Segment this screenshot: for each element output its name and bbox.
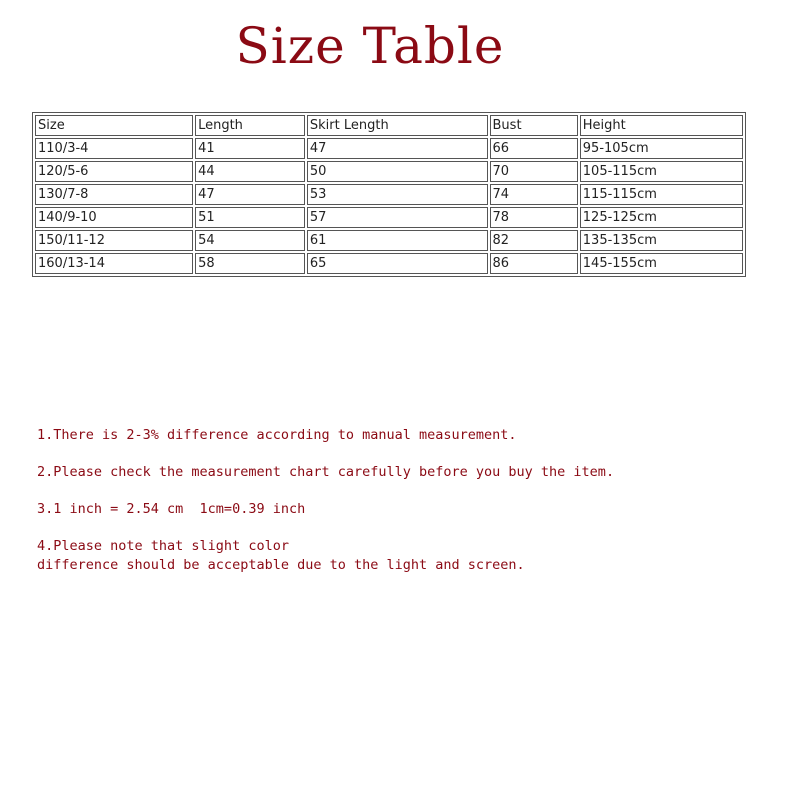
cell-height: 115-115cm <box>580 184 743 205</box>
cell-length: 54 <box>195 230 305 251</box>
table-row <box>35 138 743 159</box>
cell-height: 105-115cm <box>580 161 743 182</box>
table-row <box>35 161 743 182</box>
cell-length: 58 <box>195 253 305 274</box>
cell-bust: 82 <box>490 230 578 251</box>
header-height: Height <box>580 115 743 136</box>
table-row <box>35 184 743 205</box>
note-color-difference: 4.Please note that slight color difference should be acceptable due to the light and screen. <box>37 538 525 573</box>
cell-length: 44 <box>195 161 305 182</box>
cell-size: 110/3-4 <box>35 138 193 159</box>
header-bust: Bust <box>490 115 578 136</box>
cell-size: 160/13-14 <box>35 253 193 274</box>
header-size: Size <box>35 115 193 136</box>
notes-section <box>37 426 777 593</box>
cell-size: 140/9-10 <box>35 207 193 228</box>
cell-size: 120/5-6 <box>35 161 193 182</box>
header-length: Length <box>195 115 305 136</box>
cell-bust: 78 <box>490 207 578 228</box>
cell-length: 41 <box>195 138 305 159</box>
note-unit-conversion: 3.1 inch = 2.54 cm 1cm=0.39 inch <box>37 501 306 517</box>
cell-skirt-length: 50 <box>307 161 488 182</box>
cell-length: 51 <box>195 207 305 228</box>
table-row <box>35 230 743 251</box>
cell-bust: 66 <box>490 138 578 159</box>
cell-height: 95-105cm <box>580 138 743 159</box>
cell-length: 47 <box>195 184 305 205</box>
cell-size: 150/11-12 <box>35 230 193 251</box>
table-header-row <box>35 115 743 136</box>
cell-height: 145-155cm <box>580 253 743 274</box>
cell-skirt-length: 53 <box>307 184 488 205</box>
cell-height: 135-135cm <box>580 230 743 251</box>
table-row <box>35 207 743 228</box>
cell-skirt-length: 65 <box>307 253 488 274</box>
note-measurement-difference: 1.There is 2-3% difference according to manual measurement. <box>37 427 517 443</box>
cell-bust: 70 <box>490 161 578 182</box>
cell-skirt-length: 61 <box>307 230 488 251</box>
size-table <box>32 112 746 277</box>
table-row <box>35 253 743 274</box>
header-skirt-length: Skirt Length <box>307 115 488 136</box>
page-title: Size Table <box>235 17 505 75</box>
cell-height: 125-125cm <box>580 207 743 228</box>
cell-bust: 86 <box>490 253 578 274</box>
cell-bust: 74 <box>490 184 578 205</box>
cell-size: 130/7-8 <box>35 184 193 205</box>
note-check-chart: 2.Please check the measurement chart carefully before you buy the item. <box>37 464 615 480</box>
cell-skirt-length: 47 <box>307 138 488 159</box>
cell-skirt-length: 57 <box>307 207 488 228</box>
